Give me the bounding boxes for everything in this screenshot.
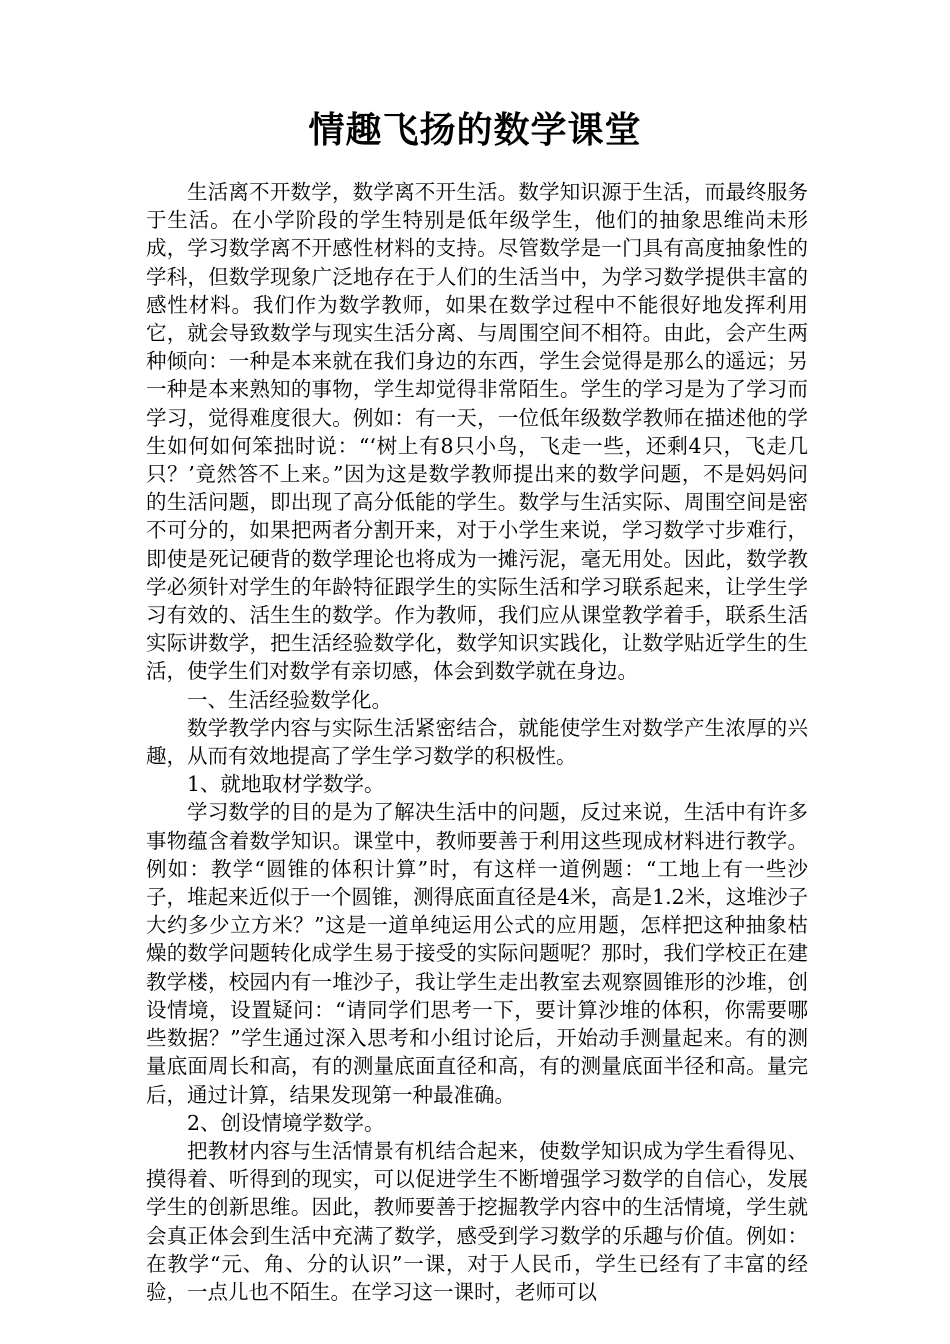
subsection-heading-1: 1、就地取材学数学。 [187,772,385,797]
document-body [146,178,808,1306]
subsection-heading-2: 2、创设情境学数学。 [187,1110,385,1135]
section-1-paragraph: 数学教学内容与实际生活紧密结合，就能使学生对数学产生浓厚的兴趣，从而有效地提高了学生学习数学的积极性。 [146,715,808,769]
intro-paragraph: 生活离不开数学，数学离不开生活。数学知识源于生活，而最终服务于生活。在小学阶段的学生特别是低年级学生，他们的抽象思维尚未形成，学习数学离不开感性材料的支持。尽管数学是一门具有高度抽象性的学科，但数学现象广泛地存在于人们的生活当中，为学习数学提供丰富的感性材料。我们作为数学教师，如果在数学过程中不能很好地发挥利用它，就会导致数学与现实生活分离、与周围空间不相符。由此，会产生两种倾向：一种是本来就在我们身边的东西，学生会觉得是那么的遥远；另一种是本来熟知的事物，学生却觉得非常陌生。学生的学习是为了学习而学习，觉得难度很大。例如：有一天，一位低年级数学教师在描述他的学生如何如何笨拙时说：“‘树上有8只小鸟，飞走一些，还剩4只，飞走几只？’竟然答不上来。”因为这是数学教师提出来的数学问题，不是妈妈问的生活问题，即出现了高分低能的学生。数学与生活实际、周围空间是密不可分的，如果把两者分割开来，对于小学生来说，学习数学寸步难行，即使是死记硬背的数学理论也将成为一摊污泥，毫无用处。因此，数学教学必须针对学生的年龄特征跟学生的实际生活和学习联系起来，让学生学习有效的、活生生的数学。作为教师，我们应从课堂教学着手，联系生活实际讲数学，把生活经验数学化，数学知识实践化，让数学贴近学生的生活，使学生们对数学有亲切感，体会到数学就在身边。 [146,180,808,684]
section-heading-1: 一、生活经验数学化。 [187,687,392,712]
subsection-1-paragraph: 学习数学的目的是为了解决生活中的问题，反过来说，生活中有许多事物蕴含着数学知识。课堂中，教师要善于利用这些现成材料进行教学。例如：教学“圆锥的体积计算”时，有这样一道例题：“工地上有一些沙子，堆起来近似于一个圆锥，测得底面直径是4米，高是1.2米，这堆沙子大约多少立方米？”这是一道单纯运用公式的应用题，怎样把这种抽象枯燥的数学问题转化成学生易于接受的实际问题呢？那时，我们学校正在建教学楼，校园内有一堆沙子，我让学生走出教室去观察圆锥形的沙堆，创设情境，设置疑问：“请同学们思考一下，要计算沙堆的体积，你需要哪些数据？”学生通过深入思考和小组讨论后，开始动手测量起来。有的测量底面周长和高，有的测量底面直径和高，有的测量底面半径和高。量完后，通过计算，结果发现第一种最准确。 [146,800,808,1107]
document-title: 情趣飞扬的数学课堂 [308,109,642,151]
subsection-2-paragraph: 把教材内容与生活情景有机结合起来，使数学知识成为学生看得见、摸得着、听得到的现实，可以促进学生不断增强学习数学的自信心，发展学生的创新思维。因此，教师要善于挖掘教学内容中的生活情境，学生就会真正体会到生活中充满了数学，感受到学习数学的乐趣与价值。例如：在教学“元、角、分的认识”一课，对于人民币，学生已经有了丰富的经验，一点儿也不陌生。在学习这一课时，老师可以 [146,1138,808,1304]
